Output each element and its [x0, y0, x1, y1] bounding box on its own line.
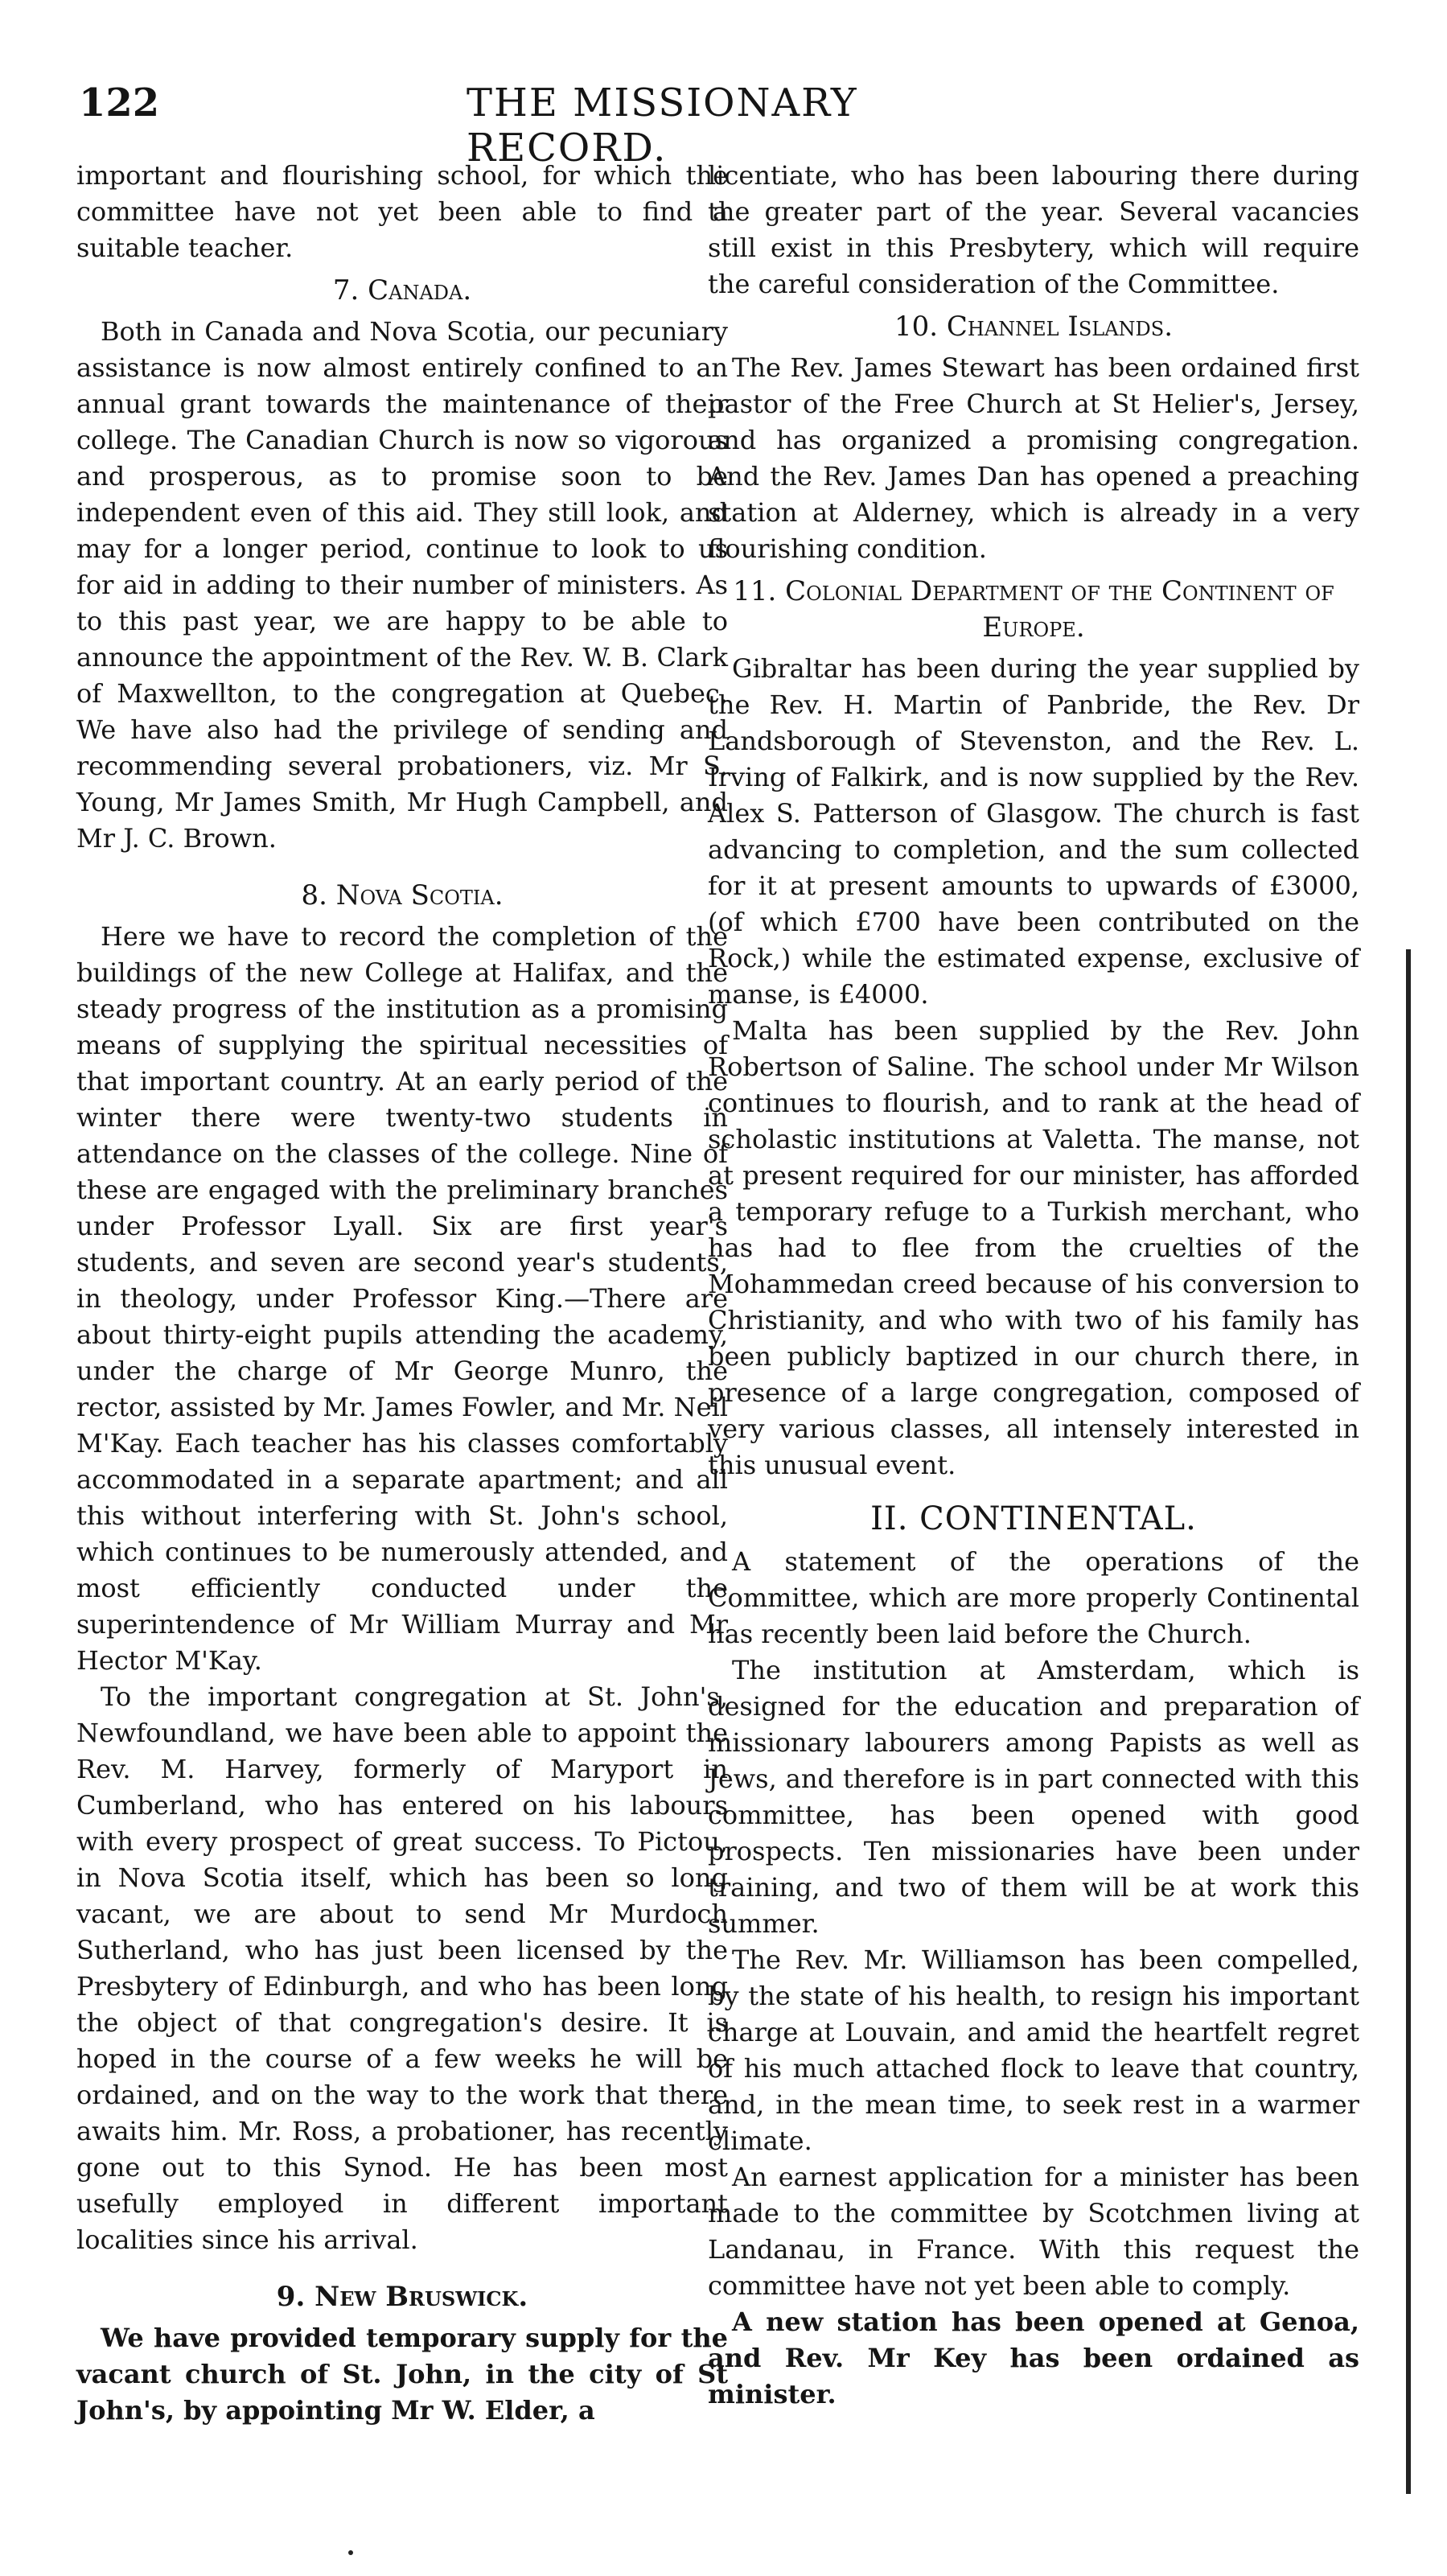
- paragraph: To the important congregation at St. John's, Newfoundland, we have been able to appoint the Rev. M. Harvey, formerly of Maryport in Cumberland, who has entered on his labours with every prospect of great success. To Pictou, in Nova Scotia itself, which has been so long vacant, we are about to send Mr Murdoch Sutherland, who has just been licensed by the Presbytery of Edinburgh, and who has been long the object of that congregation's desire. It is hoped in the course of a few weeks he will be ordained, and on the way to the work that there awaits him. Mr. Ross, a probationer, has recently gone out to this Synod. He has been most usefully employed in different important localities since his arrival.: [76, 1681, 728, 2255]
- paragraph: A new station has been opened at Genoa, and Rev. Mr Key has been ordained as minister.: [708, 2306, 1359, 2409]
- paragraph: The institution at Amsterdam, which is designed for the education and preparation of missionary labourers among Papists as well as Jews, and therefore is in part connected with this committee, has been opened with good prospects. Ten missionaries have been under training, and two of them will be at work this summer.: [708, 1655, 1359, 1939]
- paragraph: Gibraltar has been during the year supplied by the Rev. H. Martin of Panbride, the Rev. Dr Landsborough of Stevenston, and the Rev. L. Irving of Falkirk, and is now supplied by the Rev. Alex S. Patterson of Glasgow. The church is fast advancing to completion, and the sum collected for it at present amounts to upwards of £3000, (of which £700 have been contributed on the Rock,) while the estimated expense, exclusive of manse, is £4000.: [708, 653, 1359, 1010]
- paragraph: The Rev. Mr. Williamson has been compelled, by the state of his health, to resign his important charge at Louvain, and amid the heartfelt regret of his much attached flock to leave that country, and, in the mean time, to seek rest in a warmer climate.: [708, 1944, 1359, 2156]
- page-edge-rule: [1406, 949, 1411, 2494]
- section-heading-new-brunswick: 9. New Bruswick.: [276, 2281, 528, 2313]
- paragraph: Here we have to record the completion of the buildings of the new College at Halifax, and the steady progress of the institution as a promising means of supplying the spiritual necessities of that important country. At an early period of the winter there were twenty-two students in attendance on the classes of the college. Nine of these are engaged with the preliminary branches under Professor Lyall. Six are first year's students, and seven are second year's students, in theology, under Professor King.—There are about thirty-eight pupils attending the academy, under the charge of Mr George Munro, the rector, assisted by Mr. James Fowler, and Mr. Neil M'Kay. Each teacher has his classes comfortably accommodated in a separate apartment; and all this without interfering with St. John's school, which continues to be numerously attended, and most efficiently conducted under the superintendence of Mr William Murray and Mr Hector M'Kay.: [76, 921, 728, 1676]
- paragraph: A statement of the operations of the Committee, which are more properly Continental has recently been laid before the Church.: [708, 1546, 1359, 1649]
- page-number: 122: [79, 80, 160, 126]
- section-heading-canada: 7. Canada.: [332, 274, 472, 307]
- paragraph: An earnest application for a minister has been made to the committee by Scotchmen living at Landanau, in France. With this request the committee have not yet been able to comply.: [708, 2162, 1359, 2301]
- section-heading-colonial: 11. Colonial Department of the Continent of Europe.: [733, 575, 1334, 644]
- section-heading-continental: II. CONTINENTAL.: [870, 1500, 1197, 1537]
- running-title: THE MISSIONARY RECORD.: [467, 80, 858, 171]
- paragraph: licentiate, who has been labouring there during the greater part of the year. Several vacancies still exist in this Presbytery, which will require the careful consideration of the Committee.: [708, 160, 1359, 299]
- right-column: [708, 158, 1359, 2413]
- paragraph: The Rev. James Stewart has been ordained first pastor of the Free Church at St Helier's, Jersey, and has organized a promising congregation. And the Rev. James Dan has opened a preaching station at Alderney, which is already in a very flourishing condition.: [708, 352, 1359, 564]
- paragraph: important and flourishing school, for which the committee have not yet been able to find a suitable teacher.: [76, 160, 728, 263]
- left-column: [76, 158, 728, 2429]
- paragraph: Malta has been supplied by the Rev. John Robertson of Saline. The school under Mr Wilson continues to flourish, and to rank at the head of scholastic institutions at Valetta. The manse, not at present required for our minister, has afforded a temporary refuge to a Turkish merchant, who has had to flee from the cruelties of the Mohammedan creed because of his conversion to Christianity, and who with two of his family has been publicly baptized in our church there, in presence of a large congregation, composed of very various classes, all intensely interested in this unusual event.: [708, 1015, 1359, 1480]
- section-heading-channel-islands: 10. Channel Islands.: [894, 311, 1174, 343]
- paragraph: Both in Canada and Nova Scotia, our pecuniary assistance is now almost entirely confined to an annual grant towards the maintenance of their college. The Canadian Church is now so vigorous and prosperous, as to promise soon to be independent even of this aid. They still look, and may for a longer period, continue to look to us for aid in adding to their number of ministers. As to this past year, we are happy to be able to announce the appointment of the Rev. W. B. Clark of Maxwellton, to the congregation at Quebec. We have also had the privilege of sending and recommending several probationers, viz. Mr S. Young, Mr James Smith, Mr Hugh Campbell, and Mr J. C. Brown.: [76, 316, 728, 854]
- ink-dot: [348, 2550, 353, 2555]
- paragraph: We have provided temporary supply for the vacant church of St. John, in the city of St John's, by appointing Mr W. Elder, a: [76, 2323, 728, 2426]
- section-heading-nova-scotia: 8. Nova Scotia.: [301, 879, 504, 911]
